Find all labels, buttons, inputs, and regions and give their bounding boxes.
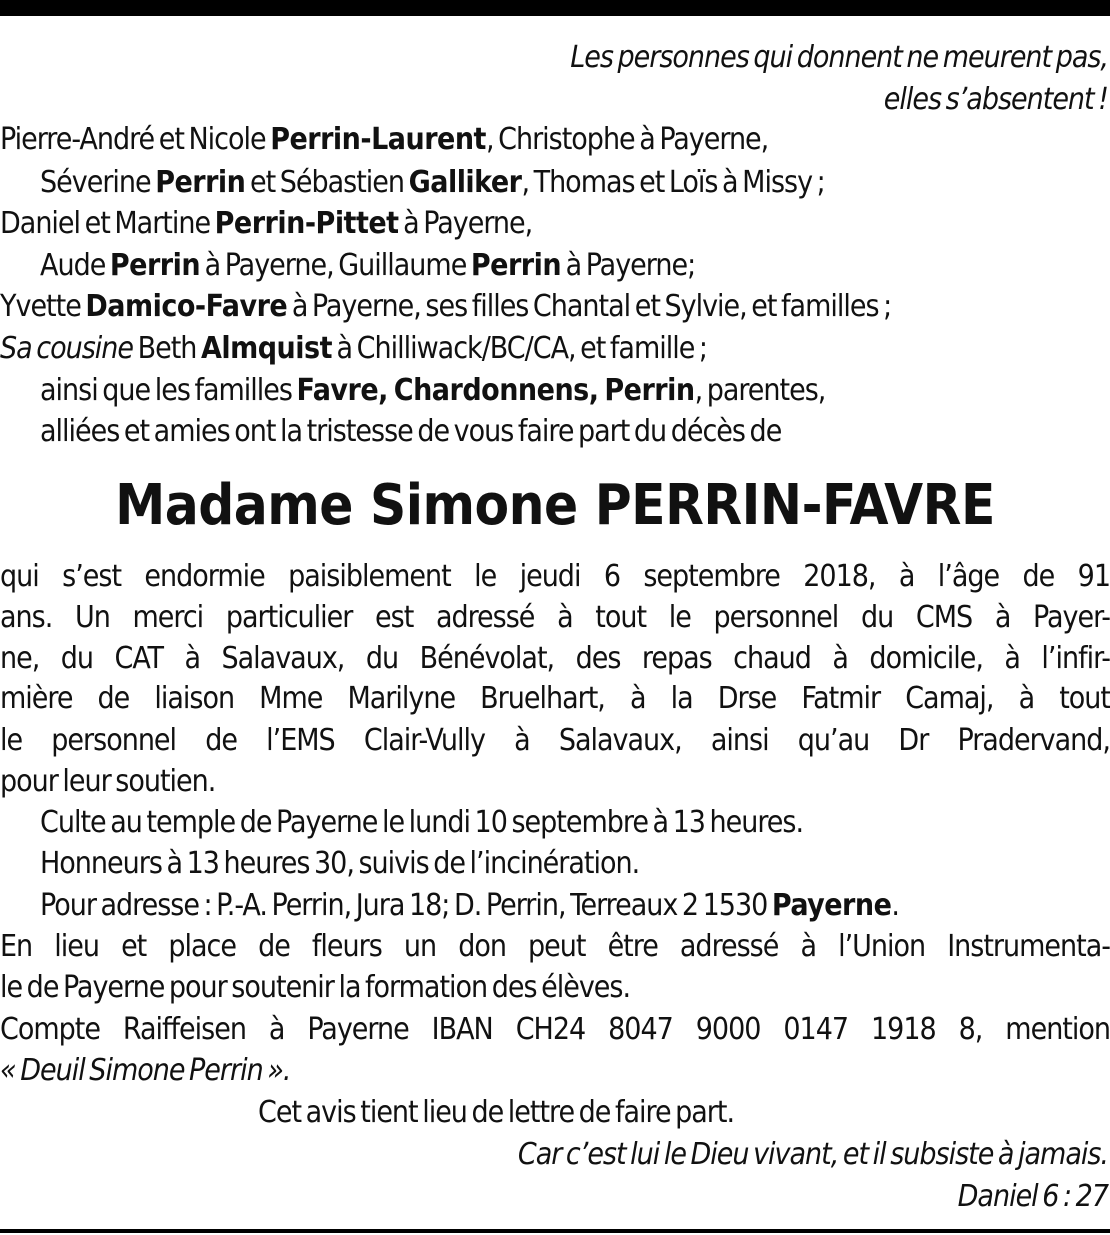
body-line-6: pour leur soutien.: [0, 764, 216, 799]
body-line-4: mière de liaison Mme Marilyne Bruelhart, à la Drse Fatmir Camaj, à tout: [0, 681, 1110, 716]
body-line-5: le personnel de l’EMS Clair-Vully à Salavaux, ainsi qu’au Dr Pradervand,: [0, 723, 1110, 758]
bottom-rule: [0, 1229, 1110, 1233]
family-line-6: Sa cousine Beth Almquist à Chilliwack/BC/CA, et famille ;: [0, 331, 708, 366]
family-line-3: Daniel et Martine Perrin-Pittet à Payerne,: [0, 206, 533, 241]
body-line-2: ans. Un merci particulier est adressé à tout le personnel du CMS à Payer-: [0, 600, 1110, 635]
family-name: Perrin: [155, 165, 246, 200]
epigraph-line-1: Les personnes qui donnent ne meurent pas,: [570, 40, 1108, 75]
family-line-8: alliées et amies ont la tristesse de vous faire part du décès de: [40, 414, 782, 449]
body-line-13: « Deuil Simone Perrin ».: [0, 1053, 291, 1088]
family-name: Perrin: [470, 248, 562, 283]
family-name: Galliker: [408, 165, 522, 200]
body-line-1: qui s’est endormie paisiblement le jeudi 6 septembre 2018, à l’âge de 91: [0, 559, 1110, 594]
family-name: Perrin-Laurent: [270, 122, 486, 157]
body-line-8: Honneurs à 13 heures 30, suivis de l’incinération.: [40, 846, 640, 881]
deceased-name: Madame Simone PERRIN-FAVRE: [115, 473, 995, 538]
family-name: Favre, Chardonnens, Perrin: [296, 373, 695, 408]
verse-reference: Daniel 6 : 27: [957, 1179, 1108, 1214]
notice-line: Cet avis tient lieu de lettre de faire part.: [258, 1095, 735, 1130]
body-line-10: En lieu et place de fleurs un don peut être adressé à l’Union Instrumenta-: [0, 929, 1110, 964]
epigraph-line-2: elles s’absentent !: [883, 82, 1108, 117]
body-line-3: ne, du CAT à Salavaux, du Bénévolat, des repas chaud à domicile, à l’infir-: [0, 641, 1110, 676]
family-line-2: Séverine Perrin et Sébastien Galliker, Thomas et Loïs à Missy ;: [40, 165, 825, 200]
family-name: Perrin-Pittet: [214, 206, 399, 241]
family-line-7: ainsi que les familles Favre, Chardonnens, Perrin, parentes,: [40, 373, 826, 408]
family-line-1: Pierre-André et Nicole Perrin-Laurent, Christophe à Payerne,: [0, 122, 769, 157]
family-name: Perrin: [109, 248, 201, 283]
family-name: Almquist: [200, 331, 332, 366]
top-rule: [0, 0, 1110, 16]
body-line-7: Culte au temple de Payerne le lundi 10 septembre à 13 heures.: [40, 805, 804, 840]
city-name: Payerne: [771, 888, 892, 923]
family-name: Damico-Favre: [85, 289, 288, 324]
family-line-5: Yvette Damico-Favre à Payerne, ses filles Chantal et Sylvie, et familles ;: [0, 289, 892, 324]
verse-line: Car c’est lui le Dieu vivant, et il subsiste à jamais.: [517, 1137, 1108, 1172]
body-line-11: le de Payerne pour soutenir la formation des élèves.: [0, 970, 631, 1005]
family-line-4: Aude Perrin à Payerne, Guillaume Perrin à Payerne;: [40, 248, 696, 283]
body-line-12: Compte Raiffeisen à Payerne IBAN CH24 8047 9000 0147 1918 8, mention: [0, 1012, 1110, 1047]
body-line-9: Pour adresse : P.-A. Perrin, Jura 18; D. Perrin, Terreaux 2 1530 Payerne.: [40, 888, 899, 923]
